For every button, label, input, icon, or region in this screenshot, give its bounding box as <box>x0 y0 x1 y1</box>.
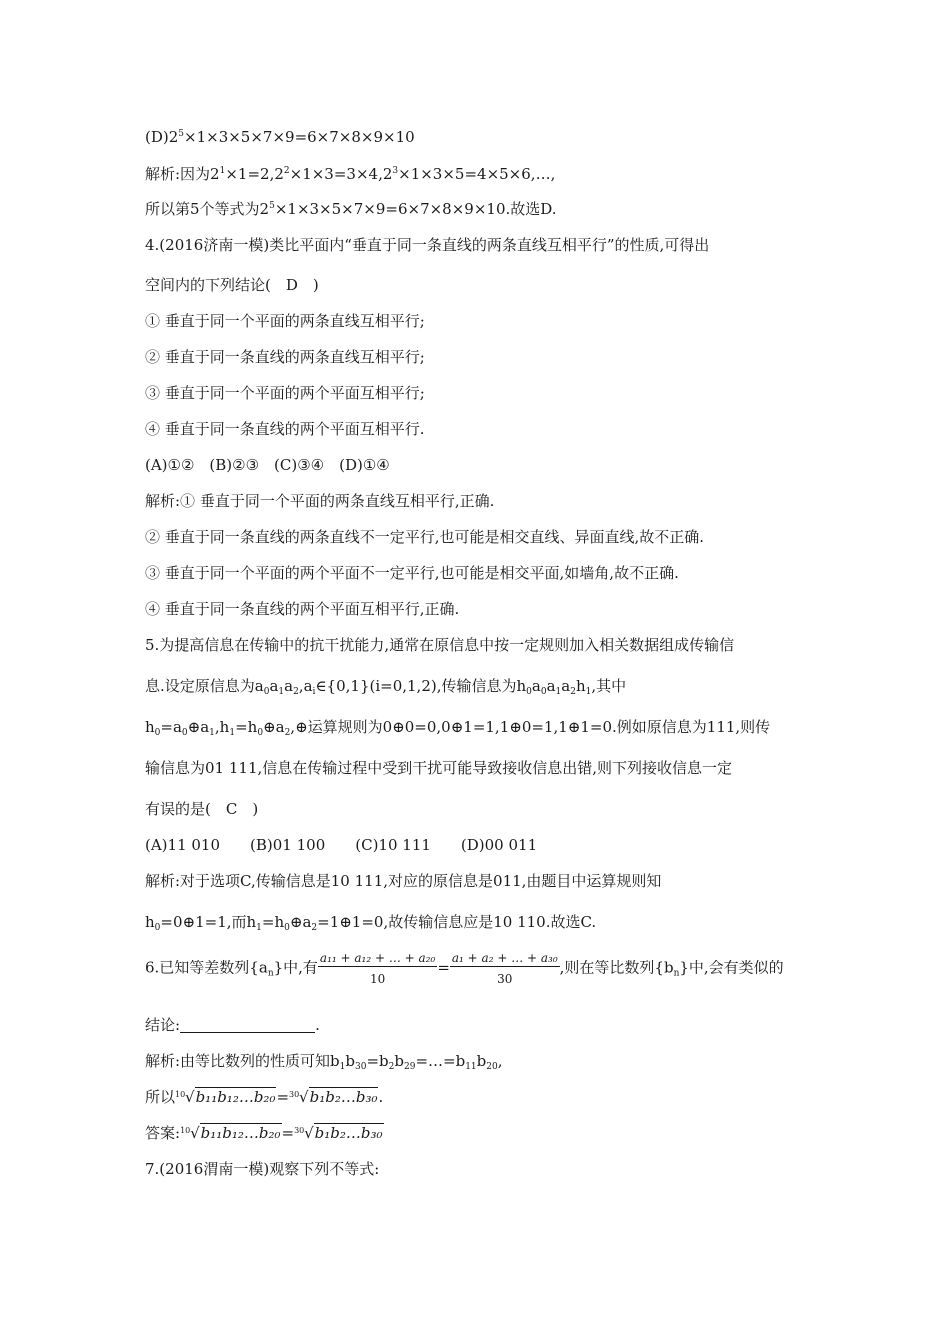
answer-blank <box>180 1018 315 1033</box>
q7-stem: 7.(2016渭南一模)观察下列不等式: <box>145 1160 380 1178</box>
q4-item: ③ 垂直于同一个平面的两个平面互相平行; <box>145 384 425 402</box>
q4-stem-line1: 4.(2016济南一模)类比平面内“垂直于同一条直线的两条直线互相平行”的性质,可得出 <box>145 236 710 254</box>
q5-stem-line4: 输信息为01 111,信息在传输过程中受到干扰可能导致接收信息出错,则下列接收信息一定 <box>145 759 733 777</box>
q4-analysis-line: ③ 垂直于同一个平面的两个平面不一定平行,也可能是相交平面,如墙角,故不正确. <box>145 564 679 582</box>
q5-analysis-line2: $h_0=0\oplus 1=1$,而$h_1=h_0\oplus a_2=1\oplus 1=0$,故传输信息应是10 110.故选C. <box>145 913 597 933</box>
q6-blank-line: 结论: . <box>145 1016 320 1034</box>
root-expression: 10 √b₁₁b₁₂…b₂₀ <box>180 1124 281 1142</box>
q4-item: ④ 垂直于同一条直线的两个平面互相平行. <box>145 420 425 438</box>
q6-answer: 答案: 10 √b₁₁b₁₂…b₂₀= 30 √b₁b₂…b₃₀ <box>145 1124 383 1142</box>
q6-fraction-1: $\frac{\text{a₁₁ + a₁₂ + … + a₂₀}}{10}$ <box>319 951 436 986</box>
root-expression: 30 √b₁b₂…b₃₀ <box>289 1088 378 1106</box>
q5-stem-line3: $h_0=a_0\oplus a_1,h_1=h_0\oplus a_2,\oplus$运算规则为0⊕0=0,0⊕1=1,1⊕0=1,1⊕1=0.例如原信息为111,则传 <box>145 718 771 738</box>
q4-item: ① 垂直于同一个平面的两条直线互相平行; <box>145 312 425 330</box>
q6-fraction-2: $\frac{\text{a₁ + a₂ + … + a₃₀}}{30}$ <box>451 951 558 986</box>
root-expression: 30 √b₁b₂…b₃₀ <box>294 1124 383 1142</box>
q4-options: (A)①② (B)②③ (C)③④ (D)①④ <box>145 456 390 474</box>
q5-stem-line2: 息.设定原信息为$a_0a_1a_2,a_i\in\{0,1\}(i=0,1,2)$,传输信息为$h_0a_0a_1a_2h_1$,其中 <box>145 677 627 697</box>
q3-analysis: 解析:因为$2^1\times 1=2,2^2\times 1\times 3=3\times 4,2^3\times 1\times 3\times 5=4\times 5\times 6,\dots$, <box>145 165 556 183</box>
q4-analysis-line: 解析:① 垂直于同一个平面的两条直线互相平行,正确. <box>145 492 495 510</box>
q6-analysis-line2: 所以 10 √b₁₁b₁₂…b₂₀= 30 √b₁b₂…b₃₀. <box>145 1088 384 1106</box>
q3-option-d: $(D)2^5\times 1\times 3\times 5\times 7\times 9=6\times 7\times 8\times 9\times 10$ <box>145 128 415 146</box>
q5-stem-line5: 有误的是( C ) <box>145 800 259 818</box>
q6-stem: 6.已知等差数列$\{a_n\}$中,有 $\frac{\text{a₁₁ + a₁₂ + … + a₂₀}}{10}$ = $\frac{\text{a₁ + a₂ + … + a₃₀}}{30}$ ,则在等比数列$\{b_n\}$中,会有类似的 <box>145 951 784 986</box>
q5-options: (A)11 010 (B)01 100 (C)10 111 (D)00 011 <box>145 836 538 854</box>
q4-analysis-line: ④ 垂直于同一条直线的两个平面互相平行,正确. <box>145 600 460 618</box>
q4-stem-line2: 空间内的下列结论( D ) <box>145 276 319 294</box>
root-expression: 10 √b₁₁b₁₂…b₂₀ <box>175 1088 276 1106</box>
q3-conclusion: 所以第5个等式为$2^5\times 1\times 3\times 5\times 7\times 9=6\times 7\times 8\times 9\times 10$.故选D. <box>145 200 557 218</box>
q4-analysis-line: ② 垂直于同一条直线的两条直线不一定平行,也可能是相交直线、异面直线,故不正确. <box>145 528 705 546</box>
q6-analysis-line1: 解析:由等比数列的性质可知$b_1b_{30}=b_2b_{29}=\dots=b_{11}b_{20}$, <box>145 1052 503 1072</box>
q4-item: ② 垂直于同一条直线的两条直线互相平行; <box>145 348 425 366</box>
q5-analysis-line1: 解析:对于选项C,传输信息是10 111,对应的原信息是011,由题目中运算规则知 <box>145 872 662 890</box>
q5-stem-line1: 5.为提高信息在传输中的抗干扰能力,通常在原信息中按一定规则加入相关数据组成传输信 <box>145 636 735 654</box>
